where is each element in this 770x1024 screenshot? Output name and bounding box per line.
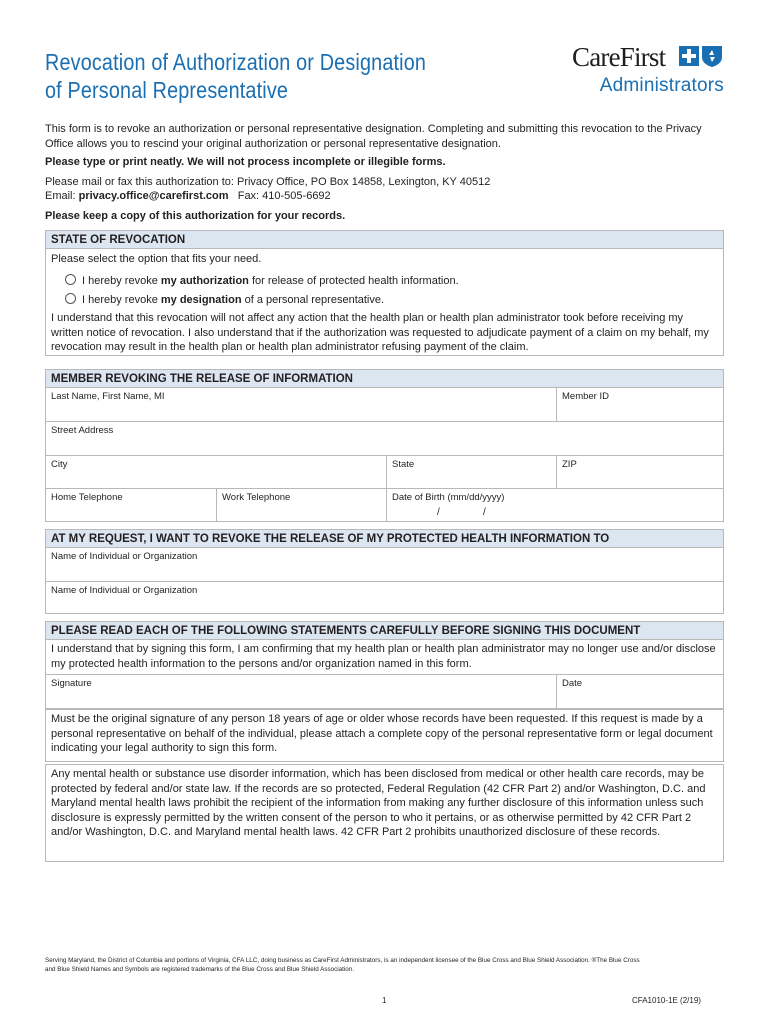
dob-separator-1: / (437, 507, 440, 518)
name-row (46, 388, 723, 422)
city-field[interactable]: City (51, 459, 68, 470)
select-prompt: Please select the option that fits your need. (51, 253, 262, 265)
email-label: Email: (45, 190, 79, 202)
logo-name: CareFirst (572, 42, 666, 72)
street-address-field[interactable]: Street Address (51, 425, 114, 436)
radio-button[interactable] (65, 293, 76, 304)
mental-health-notice: Any mental health or substance use disorder information, which has been disclosed from medical or other health care records, may be protected by federal and/or state law. If the records are so protected, Federal Regulation (42 CFR Part 2) and/or Washington, D.C. and Maryland mental health laws prohibit the recipient of the information from making any further disclosure of this information unless such disclosure is expressly permitted by the written consent of the person to who it pertains, or as otherwise permitted by 42 CFR Part 2 and/or Washington, D.C. and Maryland mental health laws. 42 CFR Part 2 prohibits unauthorized disclosure of these records. (45, 764, 724, 862)
confirm-row (46, 640, 723, 675)
date-field[interactable]: Date (556, 675, 723, 709)
email-link[interactable]: privacy.office@carefirst.com (78, 190, 229, 202)
page-number: 1 (382, 996, 387, 1005)
title-line-1: Revocation of Authorization or Designation (45, 49, 427, 75)
revoke-release-to-section (45, 529, 724, 614)
option-revoke-designation[interactable]: I hereby revoke my designation of a personal representative. (65, 293, 384, 306)
blue-cross-blue-shield-icon (679, 44, 723, 68)
logo-sub: Administrators (599, 75, 724, 96)
page-title (45, 48, 426, 104)
name-field[interactable]: Last Name, First Name, MI (51, 391, 165, 402)
mail-instructions: Please mail or fax this authorization to: Privacy Office, PO Box 14858, Lexington, KY 40512 (45, 176, 491, 188)
work-telephone-field[interactable]: Work Telephone (216, 489, 386, 522)
home-telephone-field[interactable]: Home Telephone (51, 492, 123, 503)
section-heading: AT MY REQUEST, I WANT TO REVOKE THE RELEASE OF MY PROTECTED HEALTH INFORMATION TO (46, 530, 723, 548)
footer-disclaimer: Serving Maryland, the District of Columbia and portions of Virginia, CFA LLC, doing business as CareFirst Administrators, is an independent licensee of the Blue Cross and Blue Shield Association. ®The Blue Cross and Blue Shield Names and Symbols are registered trademarks of the Blue Cross and Blue Shield Association. (45, 957, 640, 973)
title-line-2: of Personal Representative (45, 77, 289, 103)
state-of-revocation-section (45, 230, 724, 356)
radio-button[interactable] (65, 274, 76, 285)
understand-paragraph: I understand that this revocation will not affect any action that the health plan or health plan administrator took before receiving my written notice of revocation. I also understand that if the authorization was requested to adjudicate payment of a claim on my behalf, my revocation may result in the health plan or health plan administrator refusing payment of the claim. (51, 312, 709, 353)
fax-number: Fax: 410-505-6692 (237, 190, 331, 202)
zip-field[interactable]: ZIP (556, 456, 723, 488)
recipient-name-field-2[interactable]: Name of Individual or Organization (51, 585, 198, 596)
signature-field[interactable]: Signature (51, 678, 92, 689)
option-revoke-authorization[interactable]: I hereby revoke my authorization for release of protected health information. (65, 274, 459, 287)
original-signature-note: Must be the original signature of any person 18 years of age or older whose records have been requested. If this request is made by a personal representative on behalf of the individual, please attach a complete copy of the personal representative form or legal document indicating your legal authority to sign this form. (45, 709, 724, 762)
confirm-paragraph: I understand that by signing this form, I am confirming that my health plan or health plan administrator may no longer use and/or disclose my protected health information to the persons and/or organization named in this form. (51, 643, 716, 670)
section-heading: PLEASE READ EACH OF THE FOLLOWING STATEMENTS CAREFULLY BEFORE SIGNING THIS DOCUMENT (46, 622, 723, 640)
section-heading: STATE OF REVOCATION (46, 231, 723, 249)
recipient-row-2 (46, 582, 723, 614)
signature-row (46, 675, 723, 709)
member-section (45, 369, 724, 522)
dob-separator-2: / (483, 507, 486, 518)
form-id: CFA1010-1E (2/19) (632, 996, 701, 1005)
contact-line (45, 189, 331, 204)
recipient-name-field-1[interactable]: Name of Individual or Organization (51, 551, 198, 562)
section-heading: MEMBER REVOKING THE RELEASE OF INFORMATION (46, 370, 723, 388)
street-row (46, 422, 723, 456)
phone-row (46, 489, 723, 522)
signing-section (45, 621, 724, 709)
date-of-birth-field[interactable]: Date of Birth (mm/dd/yyyy) / / (386, 489, 723, 522)
recipient-row-1 (46, 548, 723, 582)
member-id-field[interactable]: Member ID (556, 388, 723, 421)
neatly-note: Please type or print neatly. We will not process incomplete or illegible forms. (45, 156, 446, 168)
carefirst-logo (566, 42, 726, 98)
intro-paragraph: This form is to revoke an authorization or personal representative designation. Completing and submitting this revocation to the Privacy Office allows you to rescind your original authorization or personal representative designation. (45, 123, 702, 150)
state-field[interactable]: State (386, 456, 556, 488)
city-row (46, 456, 723, 489)
copy-note: Please keep a copy of this authorization for your records. (45, 210, 346, 222)
